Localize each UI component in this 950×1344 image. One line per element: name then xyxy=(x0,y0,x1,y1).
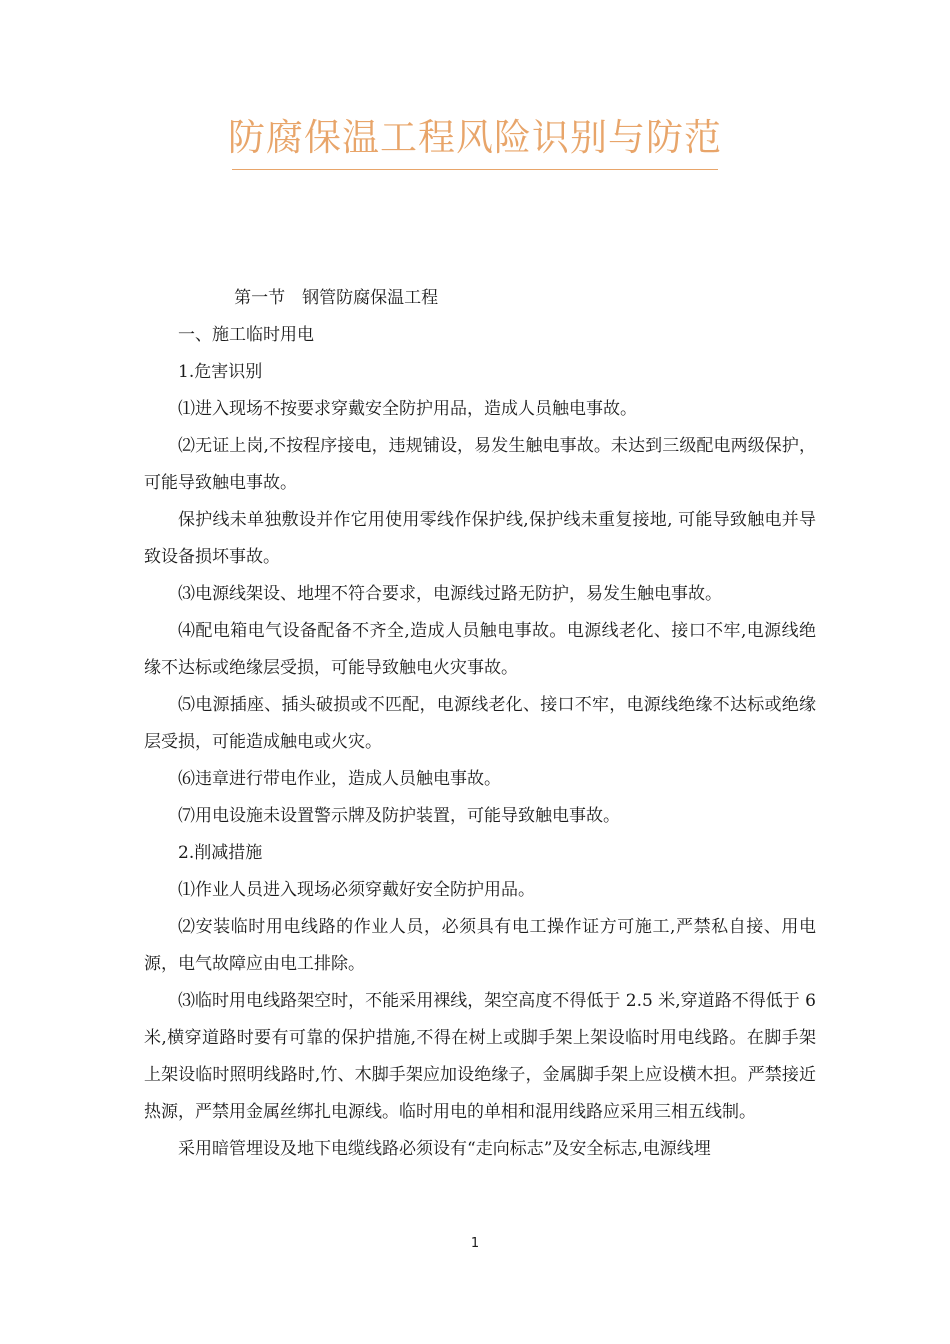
page-number: 1 xyxy=(470,1236,480,1251)
paragraph: ⑹违章进行带电作业，造成人员触电事故。 xyxy=(178,769,501,789)
document-title: 防腐保温工程风险识别与防范 xyxy=(228,116,722,159)
paragraph: 采用暗管埋设及地下电缆线路必须设有“走向标志”及安全标志,电源线埋 xyxy=(178,1139,711,1159)
paragraph: ⑴作业人员进入现场必须穿戴好安全防护用品。 xyxy=(178,880,535,900)
paragraph: ⑺用电设施未设置警示牌及防护装置，可能导致触电事故。 xyxy=(178,806,620,826)
paragraph: ⑶临时用电线路架空时，不能采用裸线，架空高度不得低于 2.5 米,穿道路不得低于 6 米,横穿道路时要有可靠的保护措施,不得在树上或脚手架上架设临时用电线路。在脚手架上架设临时照明线路时,竹、木脚手架应加设绝缘子，金属脚手架上应设横木担。严禁接近热源，严禁用金属丝绑扎电源线。临时用电的单相和混用线路应采用三相五线制。 xyxy=(144,991,816,1122)
paragraph: ⑷配电箱电气设备配备不齐全,造成人员触电事故。电源线老化、接口不牢,电源线绝缘不达标或绝缘层受损，可能导致触电火灾事故。 xyxy=(144,621,816,678)
paragraph: ⑵安装临时用电线路的作业人员，必须具有电工操作证方可施工,严禁私自接、用电源，电气故障应由电工排除。 xyxy=(144,917,816,974)
paragraph: ⑸电源插座、插头破损或不匹配，电源线老化、接口不牢，电源线绝缘不达标或绝缘层受损，可能造成触电或火灾。 xyxy=(144,695,816,752)
document-body xyxy=(144,280,816,1168)
item-heading: 2.削减措施 xyxy=(178,843,263,863)
paragraph: ⑵无证上岗,不按程序接电，违规铺设，易发生触电事故。未达到三级配电两级保护，可能导致触电事故。 xyxy=(144,436,816,493)
subsection-heading: 一、施工临时用电 xyxy=(178,325,314,345)
paragraph: ⑴进入现场不按要求穿戴安全防护用品，造成人员触电事故。 xyxy=(178,399,637,419)
paragraph: ⑶电源线架设、地埋不符合要求，电源线过路无防护，易发生触电事故。 xyxy=(178,584,722,604)
paragraph: 保护线未单独敷设并作它用使用零线作保护线,保护线未重复接地, 可能导致触电并导致设备损坏事故。 xyxy=(144,510,816,567)
item-heading: 1.危害识别 xyxy=(178,362,263,382)
section-heading: 第一节 钢管防腐保温工程 xyxy=(234,288,439,308)
title-underline xyxy=(232,169,718,170)
